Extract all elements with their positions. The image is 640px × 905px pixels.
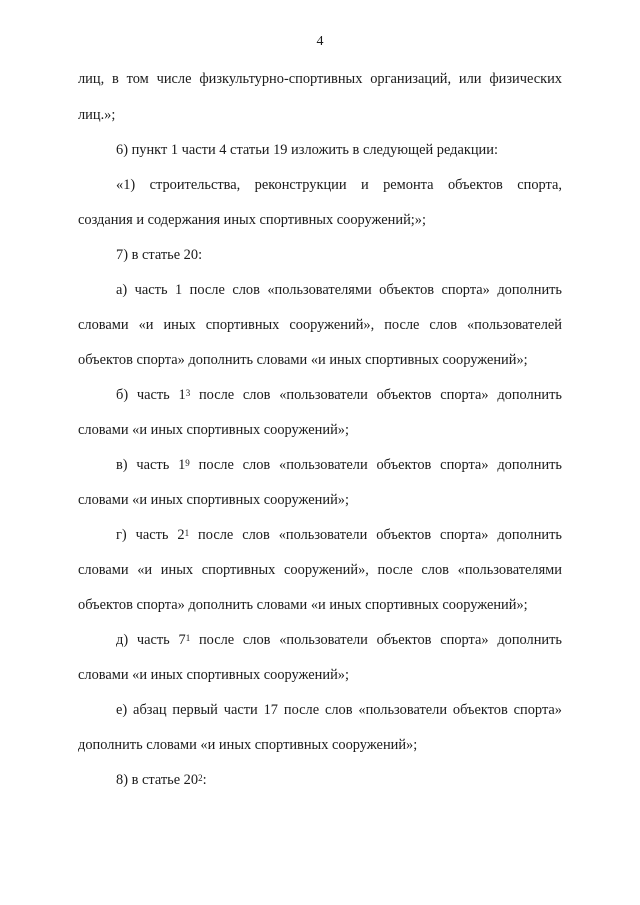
text-line: 7) в статье 20: [116, 247, 203, 263]
text-line: лиц.»; [78, 107, 116, 123]
text-line: «1) строительства, реконструкции и ремонта объектов спорта, [116, 177, 562, 193]
text-line [116, 386, 562, 404]
text-line: словами «и иных спортивных сооружений»; [78, 492, 349, 508]
text-line [116, 631, 562, 649]
superscript: 1 [184, 528, 190, 538]
text-span: после слов «пользователи объектов спорта» дополнить [190, 632, 562, 648]
text-span: : [202, 772, 207, 788]
text-line: словами «и иных спортивных сооружений», после слов «пользователями [78, 562, 562, 578]
text-line: создания и содержания иных спортивных сооружений;»; [78, 212, 426, 228]
text-span: после слов «пользователи объектов спорта» дополнить [189, 527, 562, 543]
text-line: объектов спорта» дополнить словами «и иных спортивных сооружений»; [78, 352, 528, 368]
text-line: объектов спорта» дополнить словами «и иных спортивных сооружений»; [78, 597, 528, 613]
text-line: лиц, в том числе физкультурно-спортивных организаций, или физических [78, 71, 562, 87]
text-span: 8) в статье 20 [116, 772, 199, 788]
superscript: 2 [198, 773, 203, 783]
text-span: г) часть 2 [116, 527, 185, 543]
superscript: 9 [185, 458, 190, 468]
text-span: после слов «пользователи объектов спорта» дополнить [189, 457, 562, 473]
text-line: словами «и иных спортивных сооружений»; [78, 667, 349, 683]
text-line [116, 771, 562, 789]
text-line: словами «и иных спортивных сооружений», после слов «пользователей [78, 317, 562, 333]
text-line: словами «и иных спортивных сооружений»; [78, 422, 349, 438]
page-number: 4 [316, 34, 324, 49]
text-span: б) часть 1 [116, 387, 186, 403]
text-span: в) часть 1 [116, 457, 186, 473]
text-span: д) часть 7 [116, 632, 186, 648]
text-line: 6) пункт 1 части 4 статьи 19 изложить в следующей редакции: [116, 142, 498, 158]
text-line [116, 526, 562, 544]
text-span: после слов «пользователи объектов спорта» дополнить [190, 387, 562, 403]
text-line: дополнить словами «и иных спортивных сооружений»; [78, 737, 418, 753]
superscript: 1 [185, 633, 191, 643]
text-line: а) часть 1 после слов «пользователями объектов спорта» дополнить [116, 282, 562, 298]
text-line: е) абзац первый части 17 после слов «пользователи объектов спорта» [116, 702, 562, 718]
text-line [116, 456, 562, 474]
superscript: 3 [185, 388, 191, 398]
